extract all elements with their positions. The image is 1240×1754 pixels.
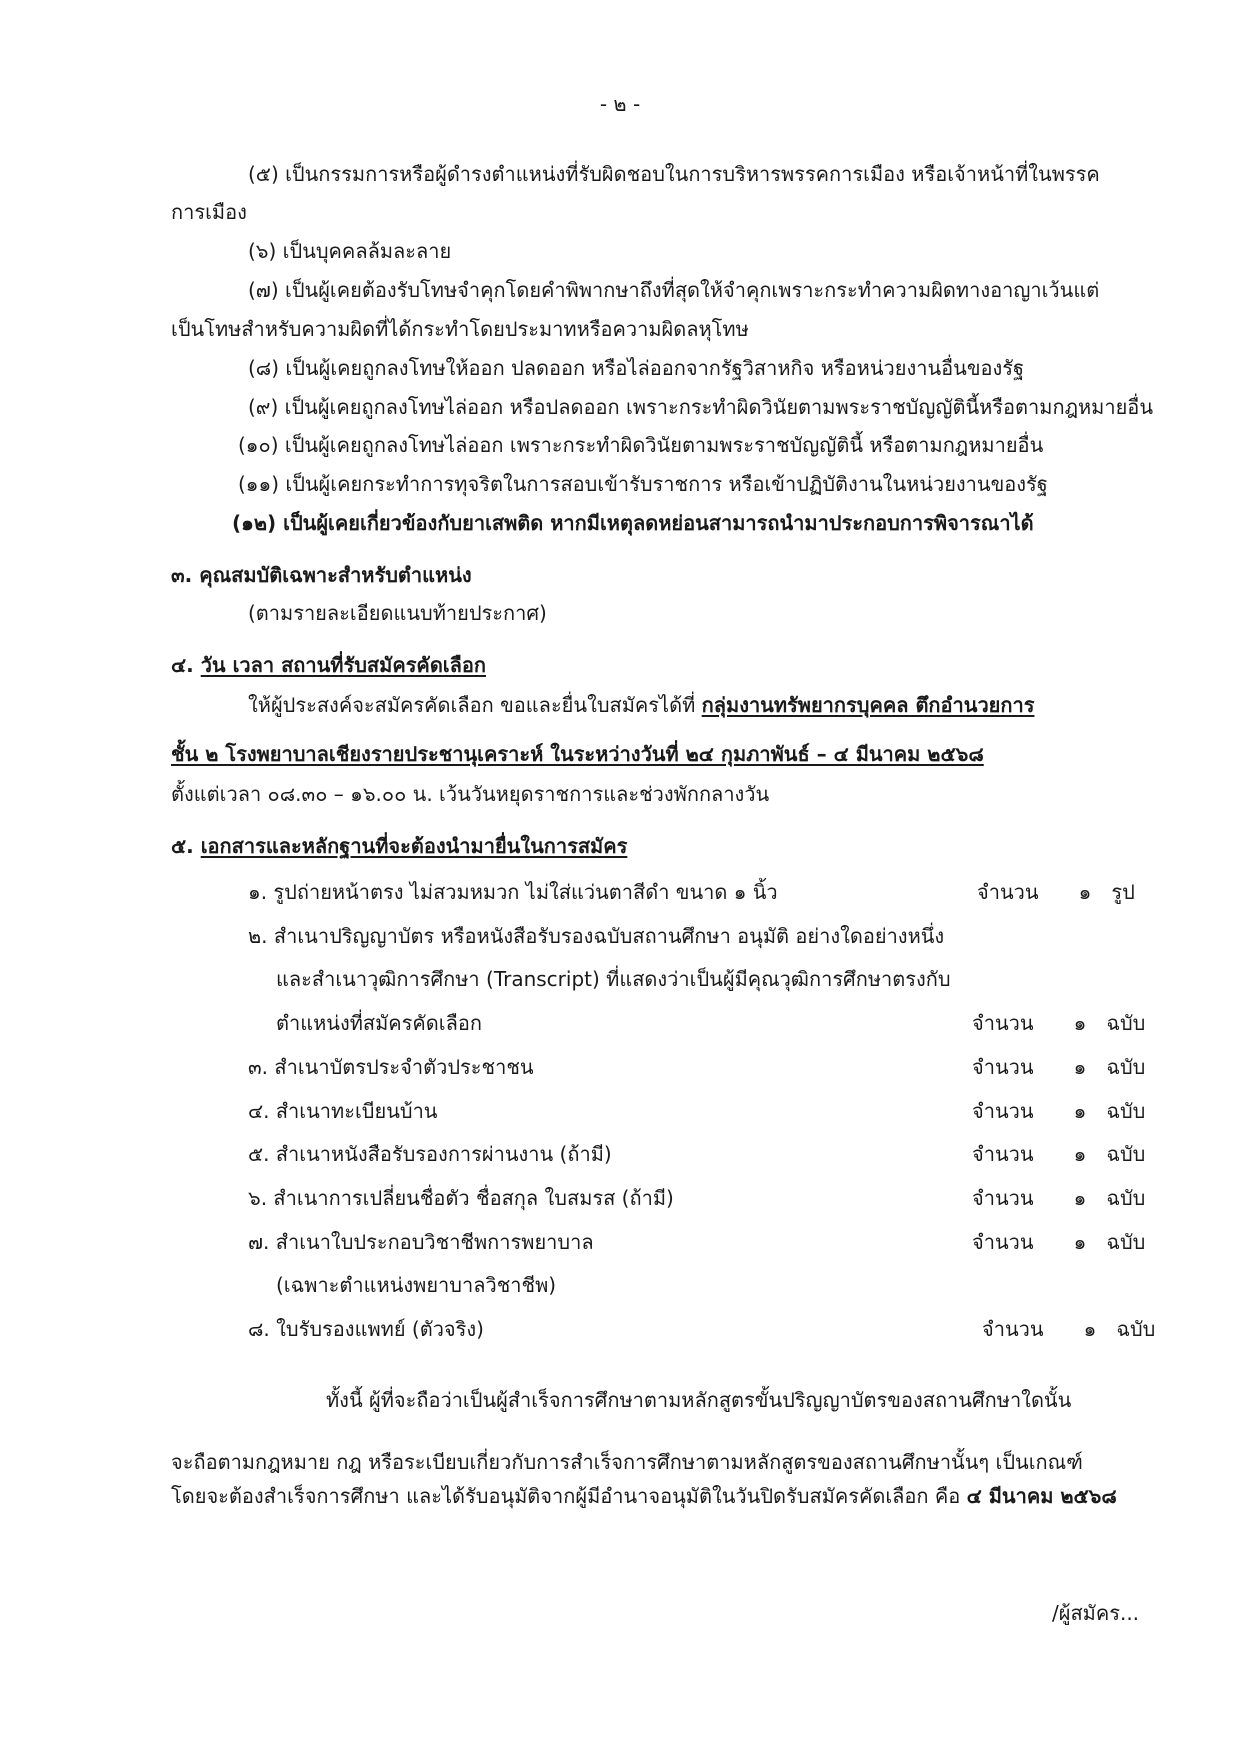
closing-line3-plain: โดยจะต้องสำเร็จการศึกษา และได้รับอนุมัติจากผู้มีอำนาจอนุมัติในวันปิดรับสมัครคัดเลือก คือ	[171, 1484, 961, 1508]
section5-heading-num: ๕.	[171, 834, 194, 858]
qty-number: ๑	[1073, 1186, 1087, 1210]
disq-item-7-cont: เป็นโทษสำหรับความผิดที่ได้กระทำโดยประมาทหรือความผิดลหุโทษ	[171, 317, 749, 341]
disq-item-11: (๑๑) เป็นผู้เคยกระทำการทุจริตในการสอบเข้ารับราชการ หรือเข้าปฏิบัติงานในหน่วยงานของรัฐ	[238, 472, 1048, 496]
doc-item-8-qty	[982, 1313, 1155, 1345]
doc-item-7: ๗. สำเนาใบประกอบวิชาชีพการพยาบาล	[248, 1230, 594, 1254]
closing-line2: จะถือตามกฎหมาย กฎ หรือระเบียบเกี่ยวกับการสำเร็จการศึกษาตามหลักสูตรของสถานศึกษานั้นๆ เป็นเกณฑ์	[171, 1450, 1083, 1474]
doc-item-5-qty	[972, 1138, 1145, 1170]
doc-item-2-cont1: และสำเนาวุฒิการศึกษา (Transcript) ที่แสดงว่าเป็นผู้มีคุณวุฒิการศึกษาตรงกับ	[276, 967, 951, 991]
section4-line1-plain: ให้ผู้ประสงค์จะสมัครคัดเลือก ขอและยื่นใบสมัครได้ที่	[248, 693, 696, 717]
qty-label: จำนวน	[972, 1011, 1034, 1035]
doc-item-6: ๖. สำเนาการเปลี่ยนชื่อตัว ชื่อสกุล ใบสมรส (ถ้ามี)	[248, 1186, 674, 1210]
doc-item-3: ๓. สำเนาบัตรประจำตัวประชาชน	[248, 1055, 534, 1079]
qty-label: จำนวน	[972, 1186, 1034, 1210]
doc-item-2-cont2: ตำแหน่งที่สมัครคัดเลือก	[276, 1011, 483, 1035]
section4-location: กลุ่มงานทรัพยากรบุคคล ตึกอำนวยการ	[701, 693, 1035, 717]
section5-heading	[171, 830, 627, 862]
disq-item-5-cont: การเมือง	[171, 200, 247, 224]
doc-item-2: ๒. สำเนาปริญญาบัตร หรือหนังสือรับรองฉบับสถานศึกษา อนุมัติ อย่างใดอย่างหนึ่ง	[248, 924, 945, 948]
qty-number: ๑	[1073, 1011, 1087, 1035]
doc-item-1: ๑. รูปถ่ายหน้าตรง ไม่สวมหมวก ไม่ใส่แว่นตาสีดำ ขนาด ๑ นิ้ว	[248, 880, 778, 904]
qty-unit: ฉบับ	[1106, 1055, 1146, 1079]
qty-number: ๑	[1073, 1055, 1087, 1079]
qty-unit: รูป	[1111, 880, 1135, 904]
doc-item-1-qty	[977, 876, 1135, 908]
qty-number: ๑	[1073, 1142, 1087, 1166]
disq-item-8: (๘) เป็นผู้เคยถูกลงโทษให้ออก ปลดออก หรือไล่ออกจากรัฐวิสาหกิจ หรือหน่วยงานอื่นของรัฐ	[248, 356, 1025, 380]
section4-line1	[248, 689, 1034, 721]
qty-number: ๑	[1078, 880, 1092, 904]
qty-number: ๑	[1083, 1317, 1097, 1341]
disq-item-12: (๑๒) เป็นผู้เคยเกี่ยวข้องกับยาเสพติด หากมีเหตุลดหย่อนสามารถนำมาประกอบการพิจารณาได้	[232, 511, 1034, 535]
qty-number: ๑	[1073, 1230, 1087, 1254]
closing-line1: ทั้งนี้ ผู้ที่จะถือว่าเป็นผู้สำเร็จการศึกษาตามหลักสูตรขั้นปริญญาบัตรของสถานศึกษาใดนั้น	[326, 1388, 1072, 1412]
doc-item-3-qty	[972, 1051, 1145, 1083]
section5-heading-text: เอกสารและหลักฐานที่จะต้องนำมายื่นในการสมัคร	[200, 834, 628, 858]
section4-hours: ตั้งแต่เวลา ๐๘.๓๐ – ๑๖.๐๐ น. เว้นวันหยุดราชการและช่วงพักกลางวัน	[171, 782, 770, 806]
doc-item-2-qty	[972, 1007, 1145, 1039]
closing-line3	[171, 1480, 1117, 1512]
disq-item-7: (๗) เป็นผู้เคยต้องรับโทษจำคุกโดยคำพิพากษาถึงที่สุดให้จำคุกเพราะกระทำความผิดทางอาญาเว้นแต่	[248, 278, 1100, 302]
closing-deadline: ๔ มีนาคม ๒๕๖๘	[966, 1484, 1117, 1508]
doc-item-6-qty	[972, 1182, 1145, 1214]
page-number: - ๒ -	[599, 92, 641, 116]
qty-label: จำนวน	[977, 880, 1039, 904]
section3-body: (ตามรายละเอียดแนบท้ายประกาศ)	[248, 601, 547, 625]
qty-label: จำนวน	[972, 1055, 1034, 1079]
qty-label: จำนวน	[972, 1230, 1034, 1254]
disq-item-6: (๖) เป็นบุคคลล้มละลาย	[248, 239, 452, 263]
qty-unit: ฉบับ	[1106, 1186, 1146, 1210]
disq-item-5: (๕) เป็นกรรมการหรือผู้ดำรงตำแหน่งที่รับผิดชอบในการบริหารพรรคการเมือง หรือเจ้าหน้าที่ในพรรค	[248, 162, 1100, 186]
qty-unit: ฉบับ	[1106, 1011, 1146, 1035]
section4-dates: ชั้น ๒ โรงพยาบาลเชียงรายประชานุเคราะห์ ในระหว่างวันที่ ๒๔ กุมภาพันธ์ – ๔ มีนาคม ๒๕๖๘	[171, 742, 984, 766]
doc-item-4-qty	[972, 1095, 1145, 1127]
section4-heading	[171, 649, 486, 681]
doc-item-8: ๘. ใบรับรองแพทย์ (ตัวจริง)	[248, 1317, 484, 1341]
doc-item-4: ๔. สำเนาทะเบียนบ้าน	[248, 1099, 438, 1123]
continued-reference: /ผู้สมัคร...	[1052, 1601, 1140, 1625]
qty-unit: ฉบับ	[1106, 1099, 1146, 1123]
qty-label: จำนวน	[982, 1317, 1044, 1341]
doc-item-5: ๕. สำเนาหนังสือรับรองการผ่านงาน (ถ้ามี)	[248, 1142, 612, 1166]
section4-heading-num: ๔.	[171, 653, 194, 677]
section4-heading-text: วัน เวลา สถานที่รับสมัครคัดเลือก	[200, 653, 487, 677]
doc-item-7-qty	[972, 1226, 1145, 1258]
qty-unit: ฉบับ	[1116, 1317, 1156, 1341]
section3-heading: ๓. คุณสมบัติเฉพาะสำหรับตำแหน่ง	[171, 563, 472, 587]
qty-number: ๑	[1073, 1099, 1087, 1123]
qty-label: จำนวน	[972, 1099, 1034, 1123]
qty-label: จำนวน	[972, 1142, 1034, 1166]
qty-unit: ฉบับ	[1106, 1142, 1146, 1166]
doc-item-7-note: (เฉพาะตำแหน่งพยาบาลวิชาชีพ)	[276, 1273, 557, 1297]
disq-item-10: (๑๐) เป็นผู้เคยถูกลงโทษไล่ออก เพราะกระทำผิดวินัยตามพระราชบัญญัตินี้ หรือตามกฎหมายอื่น	[238, 433, 1044, 457]
qty-unit: ฉบับ	[1106, 1230, 1146, 1254]
disq-item-9: (๙) เป็นผู้เคยถูกลงโทษไล่ออก หรือปลดออก เพราะกระทำผิดวินัยตามพระราชบัญญัตินี้หรือตามกฎหมายอื่น	[248, 395, 1153, 419]
